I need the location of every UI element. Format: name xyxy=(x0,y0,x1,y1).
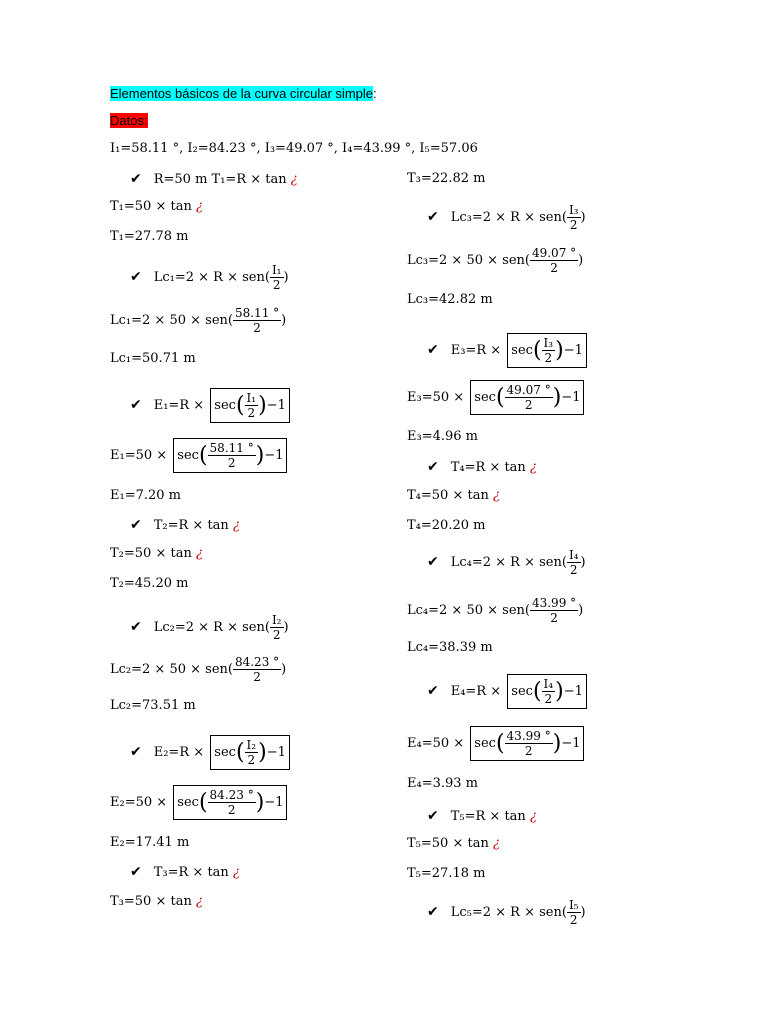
left-equation-t2b xyxy=(110,576,188,592)
fraction-numerator: I₁ xyxy=(271,263,282,277)
check-icon: ✔ xyxy=(427,808,439,824)
open-paren: ( xyxy=(198,789,208,815)
equation-prefix: E₂=R × xyxy=(153,745,209,760)
open-paren: ( xyxy=(495,384,505,410)
equation-text: T₃=50 × tan xyxy=(110,894,196,909)
inverted-question-mark: ¿ xyxy=(492,836,500,851)
right-equation-lc5f xyxy=(427,898,586,927)
left-equation-t3a xyxy=(110,894,203,910)
minus-one: −1 xyxy=(264,448,284,463)
sec-function: sec xyxy=(214,745,236,760)
check-icon: ✔ xyxy=(130,864,142,880)
fraction-denominator: 2 xyxy=(550,261,558,275)
close-paren: ) xyxy=(255,789,265,815)
title-colon: : xyxy=(373,86,377,101)
right-equation-lc3a xyxy=(407,246,583,275)
check-icon: ✔ xyxy=(427,683,439,699)
left-equation-lc1a xyxy=(110,306,286,335)
inverted-question-mark: ¿ xyxy=(492,488,500,503)
bracket-group xyxy=(507,333,587,368)
right-equation-t4a xyxy=(407,488,500,504)
close-paren: ) xyxy=(258,739,267,765)
equation-suffix: ) xyxy=(283,270,289,285)
equation-text: T₂=45.20 m xyxy=(110,576,189,591)
left-equation-e2f xyxy=(130,735,292,770)
equation-text: T₄=20.20 m xyxy=(407,518,486,533)
left-equation-t1a xyxy=(110,199,203,215)
left-equation-lc1b xyxy=(110,351,196,367)
left-equation-r1 xyxy=(130,171,298,188)
equation-text: T₄=R × tan xyxy=(450,460,530,475)
bracket-group xyxy=(173,438,287,473)
equation-prefix: Lc₄=2 × R × sen( xyxy=(450,555,567,570)
close-paren: ) xyxy=(255,442,265,468)
minus-one: −1 xyxy=(266,745,286,760)
bracket-group xyxy=(210,388,290,423)
datos-highlight: Datos: xyxy=(110,113,148,128)
left-equation-e1a xyxy=(110,438,289,473)
fraction-numerator: 49.07 ° xyxy=(506,383,551,397)
sec-function: sec xyxy=(474,736,496,751)
minus-one: −1 xyxy=(266,398,286,413)
fraction-numerator: I₅ xyxy=(568,898,579,912)
equation-text: T₁=27.78 m xyxy=(110,229,189,244)
fraction-denominator: 2 xyxy=(247,406,256,420)
inverted-question-mark: ¿ xyxy=(529,809,537,824)
open-paren: ( xyxy=(495,730,505,756)
fraction-numerator: I₄ xyxy=(568,548,579,562)
equation-suffix: ) xyxy=(580,210,586,225)
minus-one: −1 xyxy=(563,343,583,358)
right-equation-lc4b xyxy=(407,640,493,656)
inverted-question-mark: ¿ xyxy=(290,172,298,187)
equation-prefix: E₁=50 × xyxy=(110,448,172,463)
close-paren: ) xyxy=(552,384,562,410)
equation-text: T₅=50 × tan xyxy=(407,836,493,851)
right-equation-lc4a xyxy=(407,596,583,625)
check-icon: ✔ xyxy=(130,397,142,413)
fraction-denominator: 2 xyxy=(227,803,236,817)
fraction-denominator: 2 xyxy=(524,744,533,758)
fraction-denominator: 2 xyxy=(227,456,236,470)
equation-text: R=50 m T₁=R × tan xyxy=(153,172,291,187)
equation-text: Lc₄=38.39 m xyxy=(407,640,493,655)
right-equation-t5a xyxy=(407,836,500,852)
equation-prefix: Lc₃=2 × 50 × sen( xyxy=(407,253,530,268)
fraction xyxy=(233,306,281,335)
equation-prefix: Lc₁=2 × 50 × sen( xyxy=(110,313,233,328)
fraction-numerator: 43.99 ° xyxy=(531,596,577,610)
minus-one: −1 xyxy=(264,795,284,810)
equation-text: T₂=R × tan xyxy=(153,518,233,533)
sec-function: sec xyxy=(214,398,236,413)
minus-one: −1 xyxy=(561,736,581,751)
left-equation-e1f xyxy=(130,388,292,423)
fraction xyxy=(542,336,556,365)
right-equation-t4f xyxy=(427,459,537,476)
equation-text: Lc₁=50.71 m xyxy=(110,351,196,366)
left-equation-t2f xyxy=(130,517,240,534)
fraction-numerator: 84.23 ° xyxy=(234,655,280,669)
equation-text: T₄=50 × tan xyxy=(407,488,493,503)
data-values-line: I₁=58.11 °, I₂=84.23 °, I₃=49.07 °, I₄=43.99 °, I₅=57.06 xyxy=(110,141,478,156)
fraction-numerator: I₁ xyxy=(246,391,257,405)
left-equation-t1b xyxy=(110,229,188,245)
fraction-numerator: 49.07 ° xyxy=(531,246,577,260)
inverted-question-mark: ¿ xyxy=(195,894,203,909)
check-icon: ✔ xyxy=(427,904,439,920)
check-icon: ✔ xyxy=(130,171,142,187)
right-equation-t3b xyxy=(407,171,485,187)
equation-suffix: ) xyxy=(578,603,584,618)
close-paren: ) xyxy=(555,337,564,363)
right-equation-e3a xyxy=(407,380,586,415)
fraction xyxy=(567,548,581,577)
fraction-denominator: 2 xyxy=(247,753,256,767)
equation-text: E₃=4.96 m xyxy=(407,429,478,444)
fraction xyxy=(542,677,556,706)
equation-text: T₂=50 × tan xyxy=(110,546,196,561)
fraction-numerator: 58.11 ° xyxy=(234,306,280,320)
sec-function: sec xyxy=(177,795,199,810)
fraction xyxy=(245,738,259,767)
check-icon: ✔ xyxy=(427,209,439,225)
fraction-denominator: 2 xyxy=(569,563,578,577)
equation-suffix: ) xyxy=(281,313,287,328)
open-paren: ( xyxy=(235,739,245,765)
fraction xyxy=(270,613,284,642)
inverted-question-mark: ¿ xyxy=(232,518,240,533)
right-equation-e3f xyxy=(427,333,589,368)
right-equation-e4a xyxy=(407,726,586,761)
minus-one: −1 xyxy=(561,390,581,405)
fraction-numerator: I₄ xyxy=(543,677,554,691)
fraction-numerator: 84.23 ° xyxy=(209,788,254,802)
right-equation-t4b xyxy=(407,518,485,534)
equation-text: T₁=50 × tan xyxy=(110,199,196,214)
bracket-group xyxy=(173,785,287,820)
fraction xyxy=(208,441,256,470)
fraction-denominator: 2 xyxy=(272,628,281,642)
inverted-question-mark: ¿ xyxy=(232,865,240,880)
equation-text: T₅=27.18 m xyxy=(407,866,486,881)
sec-function: sec xyxy=(474,390,496,405)
document-title xyxy=(110,86,377,101)
left-equation-t3f xyxy=(130,864,240,881)
fraction xyxy=(530,596,578,625)
left-equation-e2a xyxy=(110,785,289,820)
check-icon: ✔ xyxy=(427,459,439,475)
equation-prefix: Lc₂=2 × R × sen( xyxy=(153,620,270,635)
check-icon: ✔ xyxy=(130,744,142,760)
fraction-denominator: 2 xyxy=(569,913,578,927)
check-icon: ✔ xyxy=(427,342,439,358)
equation-suffix: ) xyxy=(281,662,287,677)
equation-prefix: E₃=R × xyxy=(450,343,506,358)
fraction-denominator: 2 xyxy=(544,692,553,706)
fraction xyxy=(208,788,256,817)
right-equation-e4f xyxy=(427,674,589,709)
equation-text: T₃=22.82 m xyxy=(407,171,486,186)
fraction-numerator: I₃ xyxy=(568,203,579,217)
title-highlight: Elementos básicos de la curva circular simple xyxy=(110,86,373,101)
bracket-group xyxy=(470,726,584,761)
equation-text: T₃=R × tan xyxy=(153,865,233,880)
equation-prefix: Lc₅=2 × R × sen( xyxy=(450,905,567,920)
fraction-denominator: 2 xyxy=(544,351,553,365)
open-paren: ( xyxy=(235,392,245,418)
fraction-numerator: I₃ xyxy=(543,336,554,350)
right-equation-lc4f xyxy=(427,548,586,577)
fraction xyxy=(233,655,281,684)
fraction-numerator: I₂ xyxy=(246,738,257,752)
check-icon: ✔ xyxy=(427,554,439,570)
fraction-denominator: 2 xyxy=(272,278,281,292)
open-paren: ( xyxy=(198,442,208,468)
bracket-group xyxy=(210,735,290,770)
left-equation-e1b xyxy=(110,488,181,504)
right-equation-t5f xyxy=(427,808,537,825)
equation-prefix: Lc₂=2 × 50 × sen( xyxy=(110,662,233,677)
fraction-numerator: 43.99 ° xyxy=(506,729,551,743)
equation-text: T₅=R × tan xyxy=(450,809,530,824)
close-paren: ) xyxy=(552,730,562,756)
inverted-question-mark: ¿ xyxy=(195,199,203,214)
equation-text: Lc₃=42.82 m xyxy=(407,292,493,307)
left-equation-t2a xyxy=(110,546,203,562)
left-equation-lc2f xyxy=(130,613,289,642)
fraction xyxy=(505,729,553,758)
right-equation-t5b xyxy=(407,866,485,882)
sec-function: sec xyxy=(511,684,533,699)
equation-prefix: Lc₁=2 × R × sen( xyxy=(153,270,270,285)
fraction xyxy=(505,383,553,412)
equation-prefix: E₃=50 × xyxy=(407,390,469,405)
equation-suffix: ) xyxy=(578,253,584,268)
equation-prefix: E₁=R × xyxy=(153,398,209,413)
fraction-denominator: 2 xyxy=(524,398,533,412)
equation-suffix: ) xyxy=(580,555,586,570)
inverted-question-mark: ¿ xyxy=(529,460,537,475)
right-equation-e3b xyxy=(407,429,478,445)
bracket-group xyxy=(507,674,587,709)
close-paren: ) xyxy=(555,678,564,704)
fraction xyxy=(567,898,581,927)
sec-function: sec xyxy=(177,448,199,463)
equation-text: E₂=17.41 m xyxy=(110,835,190,850)
inverted-question-mark: ¿ xyxy=(195,546,203,561)
fraction-numerator: I₂ xyxy=(271,613,282,627)
left-equation-e2b xyxy=(110,835,189,851)
left-equation-lc2b xyxy=(110,698,196,714)
right-equation-e4b xyxy=(407,776,478,792)
fraction-numerator: 58.11 ° xyxy=(209,441,254,455)
equation-prefix: Lc₃=2 × R × sen( xyxy=(450,210,567,225)
right-equation-lc3b xyxy=(407,292,493,308)
fraction-denominator: 2 xyxy=(253,321,261,335)
equation-suffix: ) xyxy=(283,620,289,635)
equation-prefix: E₄=R × xyxy=(450,684,506,699)
equation-text: E₁=7.20 m xyxy=(110,488,181,503)
equation-prefix: E₂=50 × xyxy=(110,795,172,810)
fraction xyxy=(530,246,578,275)
equation-text: E₄=3.93 m xyxy=(407,776,478,791)
fraction xyxy=(245,391,259,420)
open-paren: ( xyxy=(532,337,542,363)
datos-label xyxy=(110,113,148,128)
check-icon: ✔ xyxy=(130,517,142,533)
minus-one: −1 xyxy=(563,684,583,699)
fraction-denominator: 2 xyxy=(253,670,261,684)
fraction xyxy=(567,203,581,232)
right-equation-lc3f xyxy=(427,203,586,232)
fraction xyxy=(270,263,284,292)
bracket-group xyxy=(470,380,584,415)
left-equation-lc2a xyxy=(110,655,286,684)
fraction-denominator: 2 xyxy=(569,218,578,232)
check-icon: ✔ xyxy=(130,269,142,285)
check-icon: ✔ xyxy=(130,619,142,635)
left-equation-lc1f xyxy=(130,263,289,292)
equation-prefix: Lc₄=2 × 50 × sen( xyxy=(407,603,530,618)
equation-prefix: E₄=50 × xyxy=(407,736,469,751)
open-paren: ( xyxy=(532,678,542,704)
equation-text: Lc₂=73.51 m xyxy=(110,698,196,713)
close-paren: ) xyxy=(258,392,267,418)
sec-function: sec xyxy=(511,343,533,358)
fraction-denominator: 2 xyxy=(550,611,558,625)
equation-suffix: ) xyxy=(580,905,586,920)
